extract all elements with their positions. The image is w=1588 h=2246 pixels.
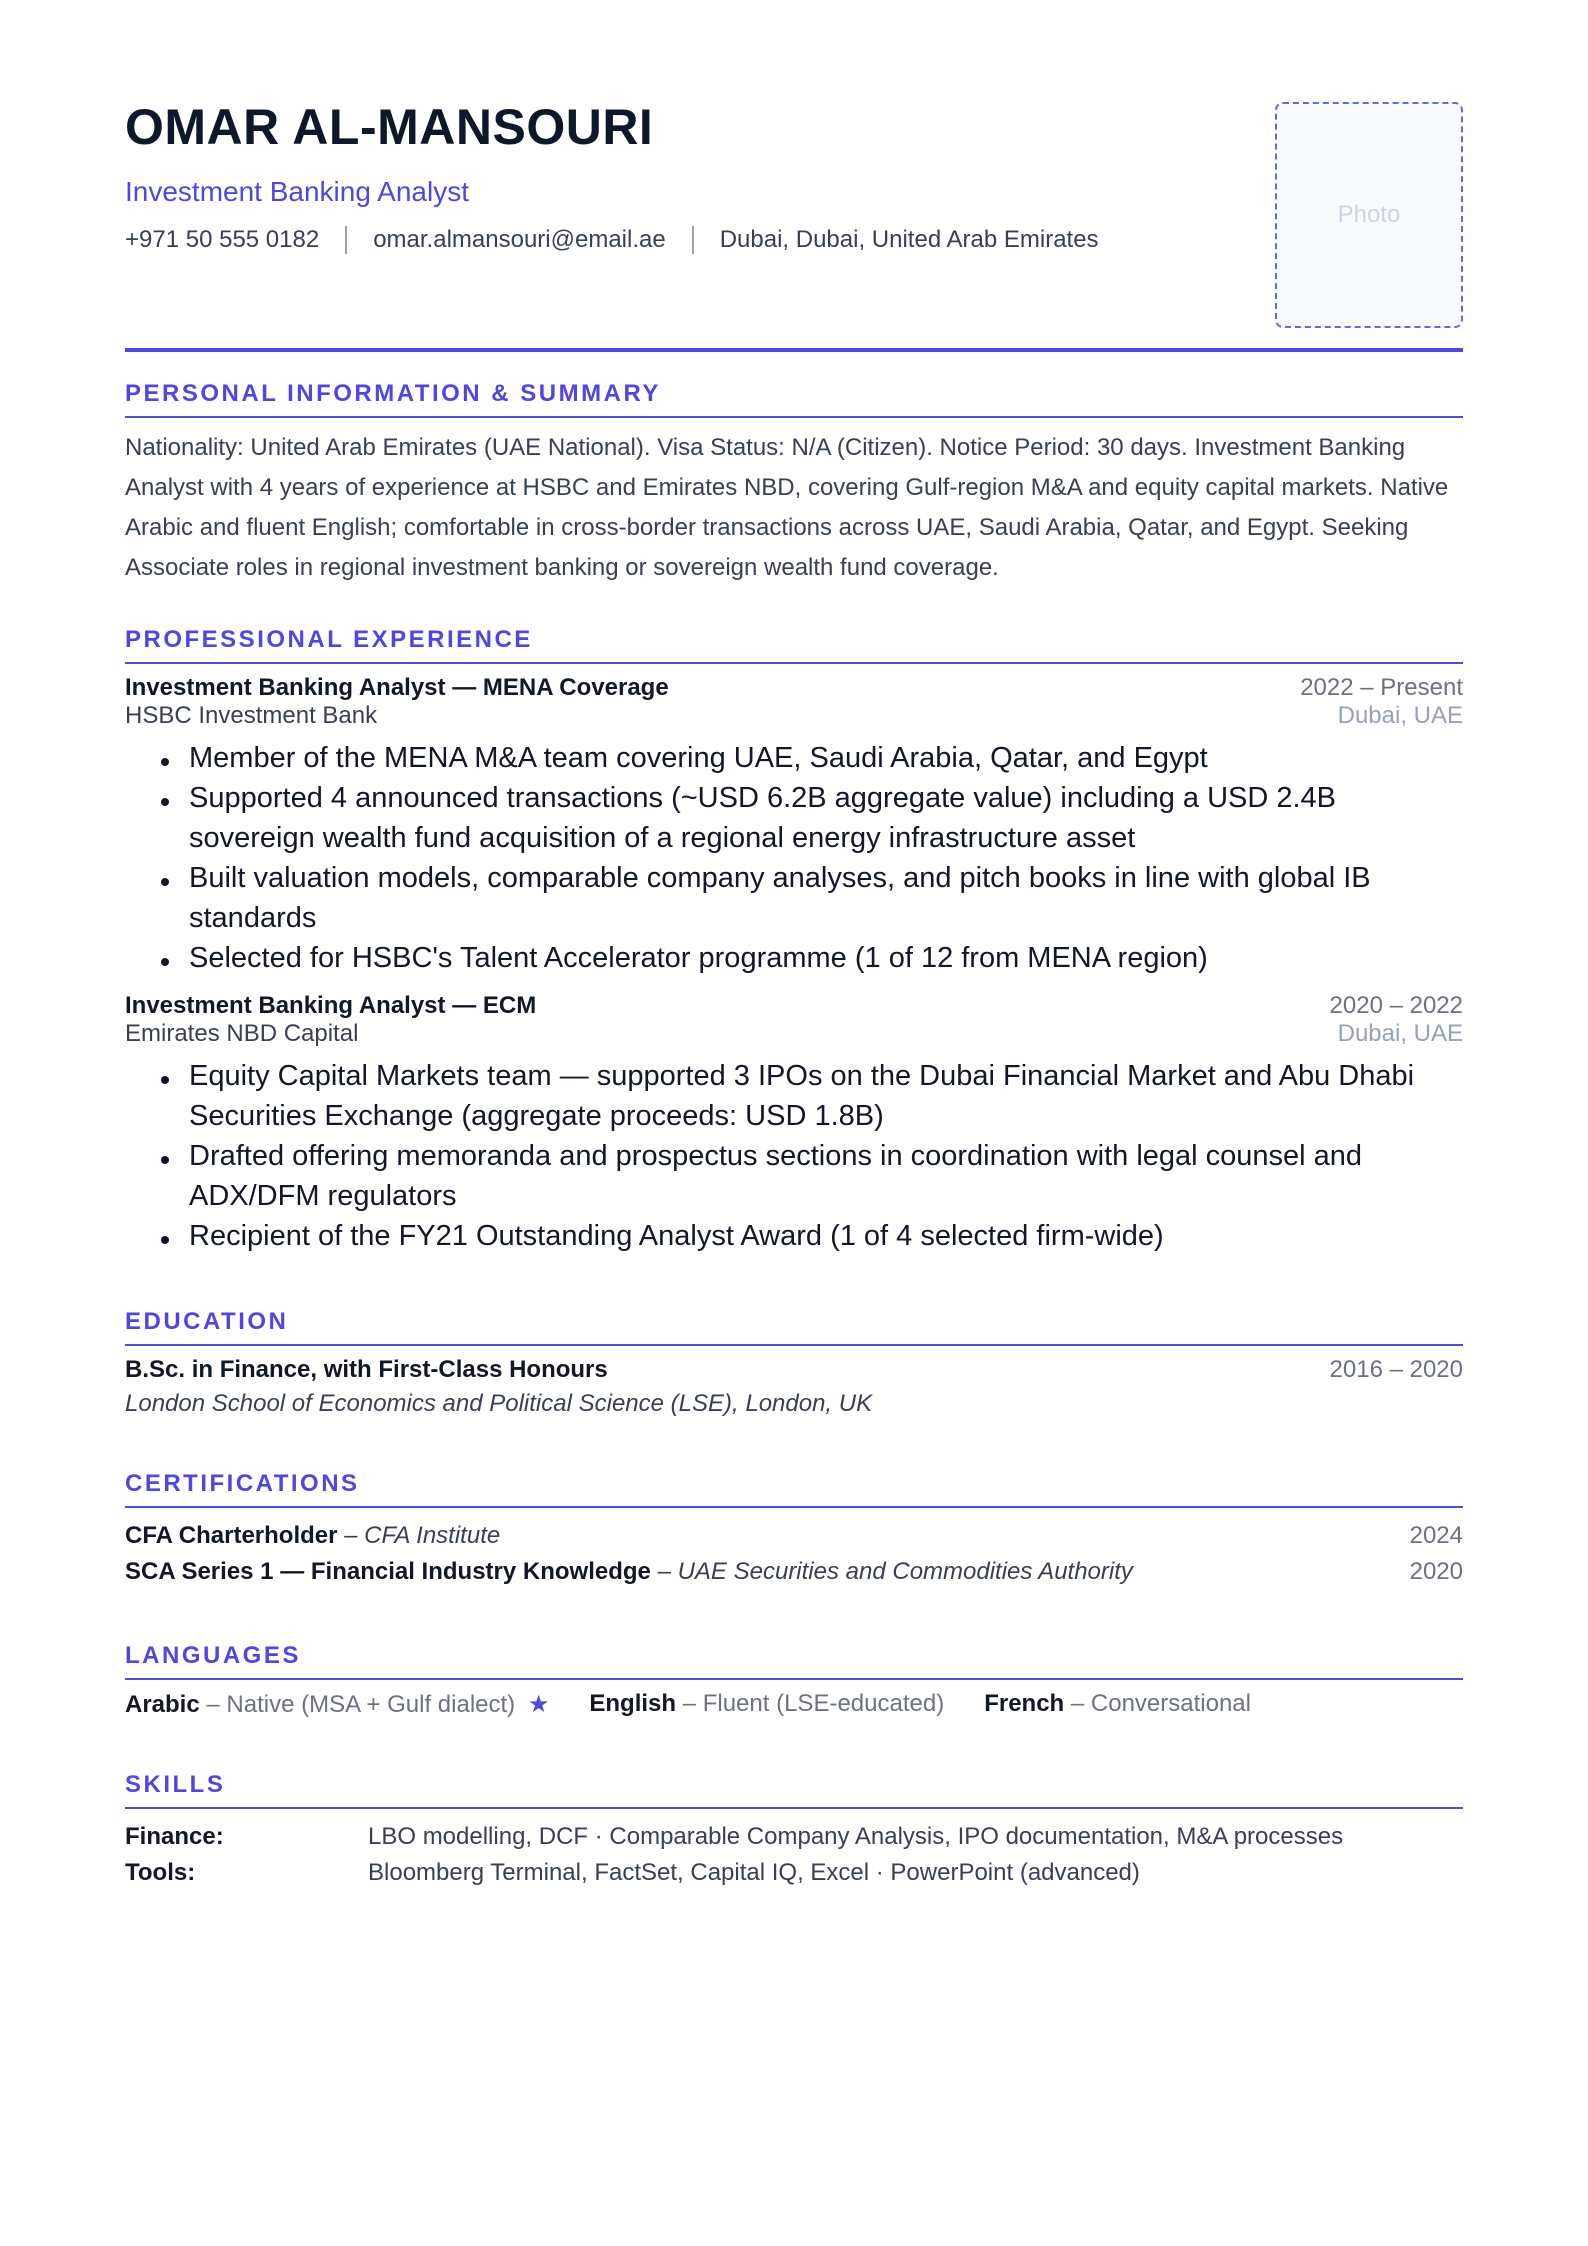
certification-item [125, 1554, 1463, 1590]
contact-phone: +971 50 555 0182 [125, 226, 320, 253]
section-heading: EDUCATION [125, 1308, 1463, 1346]
language-level: – Fluent (LSE-educated) [682, 1690, 945, 1717]
skill-value: LBO modelling, DCF · Comparable Company Analysis, IPO documentation, M&A processes [368, 1823, 1344, 1850]
certification-year: 2020 [1409, 1558, 1463, 1585]
language-level: – Conversational [1070, 1690, 1251, 1717]
contact-email: omar.almansouri@email.ae [373, 226, 666, 253]
experience-section [125, 626, 1463, 1256]
education-section [125, 1308, 1463, 1418]
school: London School of Economics and Political Science (LSE), London, UK [125, 1390, 873, 1417]
contact-divider [692, 226, 694, 254]
job-bullet: Drafted offering memoranda and prospectus sections in coordination with legal counsel and ADX/DFM regulators [125, 1136, 1463, 1216]
resume-header [125, 99, 1463, 352]
section-heading: LANGUAGES [125, 1642, 1463, 1680]
job-dates: 2022 – Present [1300, 674, 1463, 701]
candidate-name: OMAR AL-MANSOURI [125, 99, 654, 155]
language-item [125, 1690, 549, 1719]
photo-placeholder: Photo [1275, 102, 1463, 328]
certification-issuer: – UAE Securities and Commodities Authority [657, 1558, 1133, 1585]
language-name: Arabic [125, 1691, 200, 1718]
skill-row [125, 1855, 1463, 1891]
language-item [984, 1690, 1251, 1719]
education-dates: 2016 – 2020 [1329, 1356, 1463, 1383]
job-bullet: Selected for HSBC's Talent Accelerator programme (1 of 12 from MENA region) [125, 938, 1463, 978]
contact-location: Dubai, Dubai, United Arab Emirates [719, 226, 1099, 253]
language-name: English [589, 1690, 677, 1717]
certifications-section [125, 1470, 1463, 1590]
skill-label: Finance: [125, 1823, 224, 1850]
job-title: Investment Banking Analyst — MENA Coverage [125, 674, 669, 701]
job-location: Dubai, UAE [1337, 702, 1463, 729]
job-bullet: Member of the MENA M&A team covering UAE, Saudi Arabia, Qatar, and Egypt [125, 738, 1463, 778]
certification-name: SCA Series 1 — Financial Industry Knowledge [125, 1558, 651, 1585]
job-entry [125, 992, 1463, 1256]
job-dates: 2020 – 2022 [1329, 992, 1463, 1019]
contact-line [125, 226, 1463, 254]
summary-text: Nationality: United Arab Emirates (UAE National). Visa Status: N/A (Citizen). Notice Period: 30 days. Investment Banking Analyst with 4 years of experience at HSBC and Emirates NBD, covering Gulf-region M&A and equity capital markets. Native Arabic and fluent English; comfortable in cross-border transactions across UAE, Saudi Arabia, Qatar, and Egypt. Seeking Associate roles in regional investment banking or sovereign wealth fund coverage. [125, 434, 1449, 581]
summary-section [125, 380, 1463, 588]
skills-section [125, 1771, 1463, 1891]
section-heading: PROFESSIONAL EXPERIENCE [125, 626, 1463, 664]
job-bullets [125, 738, 1463, 978]
language-level: – Native (MSA + Gulf dialect) [206, 1691, 516, 1718]
job-bullet: Built valuation models, comparable company analyses, and pitch books in line with global IB standards [125, 858, 1463, 938]
candidate-title: Investment Banking Analyst [125, 176, 469, 207]
contact-divider [345, 226, 347, 254]
certification-issuer: – CFA Institute [344, 1522, 501, 1549]
job-bullets [125, 1056, 1463, 1256]
section-heading: SKILLS [125, 1771, 1463, 1809]
star-icon: ★ [527, 1691, 550, 1718]
job-entry [125, 674, 1463, 978]
job-bullet: Equity Capital Markets team — supported 3 IPOs on the Dubai Financial Market and Abu Dhabi Securities Exchange (aggregate proceeds: USD 1.8B) [125, 1056, 1463, 1136]
job-location: Dubai, UAE [1337, 1020, 1463, 1047]
job-company: Emirates NBD Capital [125, 1020, 359, 1047]
skill-value: Bloomberg Terminal, FactSet, Capital IQ, Excel · PowerPoint (advanced) [368, 1859, 1140, 1886]
job-bullet: Supported 4 announced transactions (~USD 6.2B aggregate value) including a USD 2.4B sovereign wealth fund acquisition of a regional energy infrastructure asset [125, 778, 1463, 858]
language-name: French [984, 1690, 1065, 1717]
job-title: Investment Banking Analyst — ECM [125, 992, 537, 1019]
languages-list [125, 1690, 1463, 1719]
skill-row [125, 1819, 1463, 1855]
job-bullet: Recipient of the FY21 Outstanding Analyst Award (1 of 4 selected firm-wide) [125, 1216, 1463, 1256]
degree: B.Sc. in Finance, with First-Class Honours [125, 1356, 608, 1383]
languages-section [125, 1642, 1463, 1719]
section-heading: PERSONAL INFORMATION & SUMMARY [125, 380, 1463, 418]
section-heading: CERTIFICATIONS [125, 1470, 1463, 1508]
skill-label: Tools: [125, 1859, 196, 1886]
certification-year: 2024 [1409, 1522, 1463, 1549]
certification-item [125, 1518, 1463, 1554]
job-company: HSBC Investment Bank [125, 702, 378, 729]
certification-name: CFA Charterholder [125, 1522, 338, 1549]
language-item [589, 1690, 944, 1719]
